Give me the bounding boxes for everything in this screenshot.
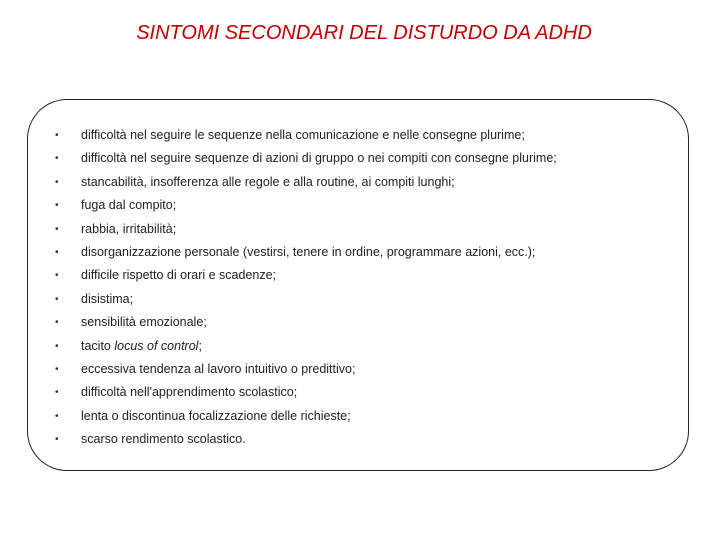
list-item-text: sensibilità emozionale; <box>81 315 207 330</box>
list-item-text: difficoltà nel seguire le sequenze nella comunicazione e nelle consegne plurime; <box>81 128 525 142</box>
list-item <box>0 264 700 287</box>
list-item <box>0 335 700 358</box>
list-item-text <box>81 335 202 358</box>
list-item-text: difficoltà nell'apprendimento scolastico; <box>81 385 298 400</box>
list-item-text-italic: locus of control <box>114 338 199 353</box>
bullet-icon: • <box>55 223 59 235</box>
bullet-icon: • <box>55 317 59 329</box>
bullet-icon: • <box>55 363 59 375</box>
list-item <box>0 241 700 264</box>
list-item-text: disistima; <box>81 291 134 306</box>
bullet-icon: • <box>55 246 59 258</box>
list-item <box>0 171 700 194</box>
list-item <box>0 288 700 311</box>
list-item-text: difficile rispetto di orari e scadenze; <box>81 268 277 283</box>
bullet-icon: • <box>55 410 59 422</box>
list-item <box>0 194 700 217</box>
bullet-icon: • <box>55 387 59 399</box>
list-item-text: lenta o discontinua focalizzazione delle richieste; <box>81 408 351 423</box>
bullet-icon: • <box>55 153 59 165</box>
page-title: SINTOMI SECONDARI DEL DISTURDO DA ADHD <box>136 22 592 44</box>
bullet-icon: • <box>55 293 59 305</box>
bullet-icon: • <box>55 270 59 282</box>
bullet-icon: • <box>55 434 59 446</box>
list-item <box>0 311 700 334</box>
bullet-icon: • <box>55 340 59 352</box>
list-item <box>0 358 700 381</box>
list-item <box>0 428 700 451</box>
list-item <box>0 405 700 428</box>
symptom-list <box>0 124 700 451</box>
list-item <box>0 218 700 241</box>
bullet-icon: • <box>55 130 59 141</box>
bullet-icon: • <box>55 176 59 188</box>
bullet-icon: • <box>55 200 59 212</box>
list-item-text: eccessiva tendenza al lavoro intuitivo o predittivo; <box>81 361 356 376</box>
list-item <box>0 124 700 147</box>
list-item <box>0 381 700 404</box>
list-item-text-lead: tacito <box>81 338 115 353</box>
list-item-text: scarso rendimento scolastico. <box>81 432 246 447</box>
list-item-text: fuga dal compito; <box>81 198 177 213</box>
list-item-text: stancabilità, insofferenza alle regole e alla routine, ai compiti lunghi; <box>81 174 455 189</box>
list-item-text: disorganizzazione personale (vestirsi, tenere in ordine, programmare azioni, ecc.); <box>81 244 536 259</box>
list-item-text-suffix: ; <box>198 338 202 353</box>
list-item-text: rabbia, irritabilità; <box>81 221 177 236</box>
list-item-text: difficoltà nel seguire sequenze di azioni di gruppo o nei compiti con consegne plurime; <box>81 151 557 166</box>
list-item <box>0 147 700 170</box>
